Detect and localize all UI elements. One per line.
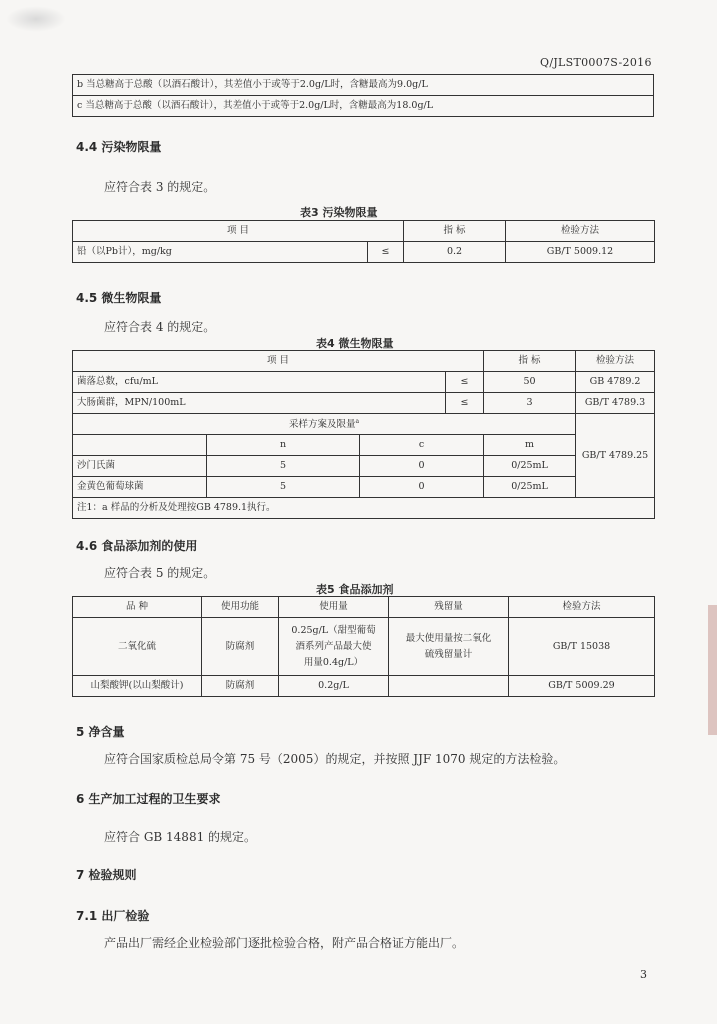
- table4: [72, 350, 655, 519]
- section-text-7-1: 产品出厂需经企业检验部门逐批检验合格，附产品合格证方能出厂。: [104, 936, 465, 950]
- note-c: c 当总糖高于总酸（以酒石酸计），其差值小于或等于2.0g/L时，含糖最高为18.0g/L: [73, 96, 654, 117]
- sampling-header-text: 采样方案及限量: [288, 419, 356, 431]
- table5-usage-line: 酒系列产品最大使: [295, 640, 372, 652]
- table4-method: GB 4789.2: [576, 372, 655, 393]
- table5-usage: 0.2g/L: [279, 676, 389, 697]
- section-text-6: 应符合 GB 14881 的规定。: [104, 830, 257, 844]
- page-number: 3: [640, 968, 647, 981]
- section-heading-4-6: 4.6 食品添加剂的使用: [76, 539, 198, 553]
- table5-function: 防腐剂: [202, 618, 279, 676]
- table3-header-row: [73, 221, 655, 242]
- section-heading-6: 6 生产加工过程的卫生要求: [76, 792, 221, 806]
- table4-sampling-header-row: [73, 414, 655, 435]
- table4-col-c: c: [360, 435, 484, 456]
- table4-item: 大肠菌群，MPN/100mL: [73, 393, 446, 414]
- table4-item: 菌落总数，cfu/mL: [73, 372, 446, 393]
- table5-name: 二氧化硫: [73, 618, 202, 676]
- table4-value: 3: [484, 393, 576, 414]
- table4-sampling-n: 5: [207, 477, 360, 498]
- table5-usage: [279, 618, 389, 676]
- table5-method: GB/T 15038: [509, 618, 655, 676]
- table-row: [73, 242, 655, 263]
- notes-table: [72, 74, 654, 117]
- table4-sampling-header: [73, 414, 576, 435]
- table3-header-item: 项 目: [73, 221, 404, 242]
- section-text-4-4: 应符合表 3 的规定。: [104, 180, 216, 194]
- table4-sampling-m: 0/25mL: [484, 477, 576, 498]
- table3-operator: ≤: [368, 242, 404, 263]
- table4-value: 50: [484, 372, 576, 393]
- table3-header-method: 检验方法: [506, 221, 655, 242]
- table4-sampling-m: 0/25mL: [484, 456, 576, 477]
- sampling-header-sup: a: [355, 418, 360, 426]
- table5-usage-line: 用量0.4g/L）: [303, 656, 364, 668]
- table-row: [73, 393, 655, 414]
- table4-note: 注1：a 样品的分析及处理按GB 4789.1执行。: [73, 498, 655, 519]
- table5-method: GB/T 5009.29: [509, 676, 655, 697]
- table5-usage-line: 0.25g/L（甜型葡萄: [291, 624, 376, 636]
- table5-header-method: 检验方法: [509, 597, 655, 618]
- table4-sampling-method: GB/T 4789.25: [576, 414, 655, 498]
- scan-smudge: [6, 6, 66, 32]
- table4-operator: ≤: [446, 393, 484, 414]
- table5-header-usage: 使用量: [279, 597, 389, 618]
- table4-sampling-cols-row: [73, 435, 655, 456]
- table5-residue-line: 硫残留量计: [424, 648, 473, 660]
- section-text-5: 应符合国家质检总局令第 75 号（2005）的规定，并按照 JJF 1070 规定的方法检验。: [104, 752, 566, 766]
- table4-sampling-n: 5: [207, 456, 360, 477]
- table4-method: GB/T 4789.3: [576, 393, 655, 414]
- table-row: [73, 676, 655, 697]
- table4-header-index: 指 标: [484, 351, 576, 372]
- note-b: b 当总糖高于总酸（以酒石酸计），其差值小于或等于2.0g/L时，含糖最高为9.0g/L: [73, 75, 654, 96]
- scan-edge-mark: [708, 605, 717, 735]
- table4-header-row: [73, 351, 655, 372]
- section-text-4-6: 应符合表 5 的规定。: [104, 566, 216, 580]
- table4-col-m: m: [484, 435, 576, 456]
- section-heading-4-5: 4.5 微生物限量: [76, 291, 162, 305]
- table5-name: 山梨酸钾(以山梨酸计): [73, 676, 202, 697]
- table3-value: 0.2: [404, 242, 506, 263]
- table3-header-index: 指 标: [404, 221, 506, 242]
- document-code: Q/JLST0007S-2016: [540, 56, 652, 69]
- table4-col-n: n: [207, 435, 360, 456]
- table4-sampling-c: 0: [360, 477, 484, 498]
- table5-residue: [389, 618, 509, 676]
- table-row: [73, 477, 655, 498]
- table4-note-row: [73, 498, 655, 519]
- section-heading-4-4: 4.4 污染物限量: [76, 140, 162, 154]
- table4-operator: ≤: [446, 372, 484, 393]
- table3-item: 铅（以Pb计），mg/kg: [73, 242, 368, 263]
- table3-method: GB/T 5009.12: [506, 242, 655, 263]
- table-row: [73, 456, 655, 477]
- table4-sampling-c: 0: [360, 456, 484, 477]
- table5-caption: 表5 食品添加剂: [316, 583, 394, 596]
- table4-caption: 表4 微生物限量: [316, 337, 394, 350]
- table4-sampling-item: 金黄色葡萄球菌: [73, 477, 207, 498]
- section-text-4-5: 应符合表 4 的规定。: [104, 320, 216, 334]
- table5-header-name: 品 种: [73, 597, 202, 618]
- table5: [72, 596, 655, 697]
- table5-header-function: 使用功能: [202, 597, 279, 618]
- table5-residue-line: 最大使用量按二氧化: [405, 632, 492, 644]
- table4-sampling-blank: [73, 435, 207, 456]
- table5-header-row: [73, 597, 655, 618]
- section-heading-7: 7 检验规则: [76, 868, 137, 882]
- table3: [72, 220, 655, 263]
- table4-header-method: 检验方法: [576, 351, 655, 372]
- section-heading-7-1: 7.1 出厂检验: [76, 909, 150, 923]
- table-row: [73, 618, 655, 676]
- table5-residue: [389, 676, 509, 697]
- table4-sampling-item: 沙门氏菌: [73, 456, 207, 477]
- table5-header-residue: 残留量: [389, 597, 509, 618]
- table3-caption: 表3 污染物限量: [300, 206, 378, 219]
- table4-header-item: 项 目: [73, 351, 484, 372]
- table-row: [73, 372, 655, 393]
- section-heading-5: 5 净含量: [76, 725, 125, 739]
- table5-function: 防腐剂: [202, 676, 279, 697]
